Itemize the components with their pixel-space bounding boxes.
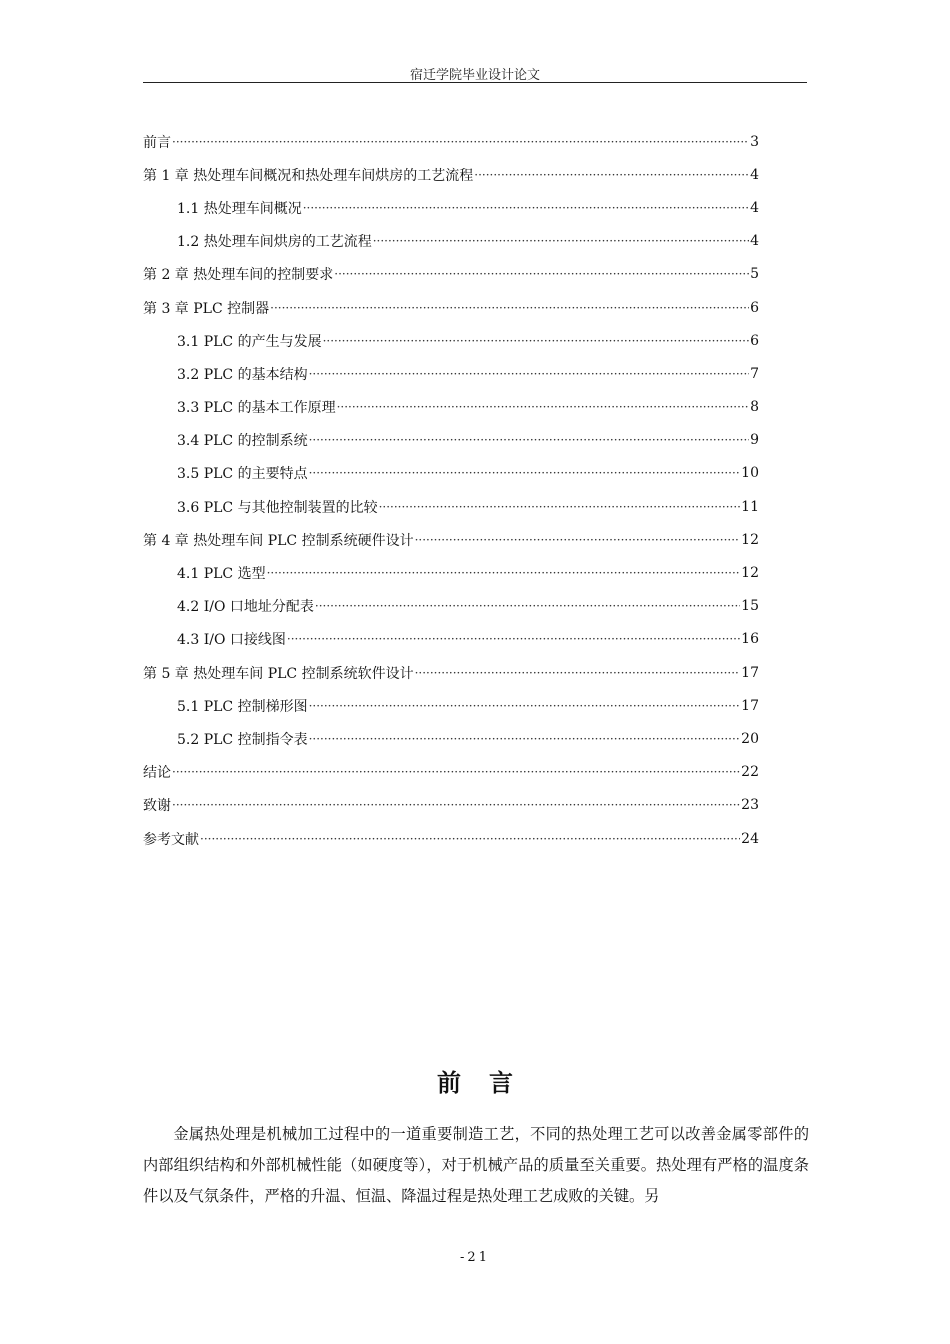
toc-entry-title: 第 1 章 热处理车间概况和热处理车间烘房的工艺流程: [143, 167, 474, 184]
toc-entry[interactable]: [143, 258, 759, 291]
table-of-contents: [143, 125, 759, 855]
toc-entry-page: 20: [741, 730, 759, 747]
toc-dot-leader: [415, 666, 741, 680]
toc-dot-leader: [309, 699, 741, 713]
toc-dot-leader: [309, 466, 741, 480]
running-header: 宿迁学院毕业设计论文: [409, 68, 540, 83]
toc-entry-title: 1.2 热处理车间烘房的工艺流程: [177, 234, 372, 251]
toc-entry[interactable]: [143, 324, 759, 357]
toc-entry[interactable]: [143, 490, 759, 523]
toc-entry-page: 6: [750, 332, 759, 349]
toc-entry[interactable]: [143, 424, 759, 457]
toc-entry-page: 4: [750, 199, 759, 216]
toc-entry-page: 15: [741, 598, 759, 615]
toc-entry-page: 23: [741, 797, 759, 814]
toc-entry[interactable]: [143, 291, 759, 324]
toc-entry-page: 4: [750, 233, 759, 250]
toc-entry[interactable]: [143, 789, 759, 822]
toc-entry-page: 6: [750, 299, 759, 316]
body-paragraph: 金属热处理是机械加工过程中的一道重要制造工艺，不同的热处理工艺可以改善金属零部件的内部组织结构和外部机械性能（如硬度等），对于机械产品的质量至关重要。热处理有严格的温度条件以及气氛条件，严格的升温、恒温、降温过程是热处理工艺成败的关键。另: [143, 1125, 809, 1205]
toc-dot-leader: [172, 765, 740, 779]
toc-dot-leader: [287, 632, 740, 646]
toc-entry[interactable]: [143, 523, 759, 556]
page-number: -21: [460, 1250, 490, 1265]
toc-entry-page: 24: [741, 830, 759, 847]
toc-dot-leader: [267, 566, 741, 580]
toc-dot-leader: [309, 732, 741, 746]
toc-entry-page: 8: [750, 399, 759, 416]
toc-entry-title: 前言: [143, 134, 171, 151]
header-divider: [143, 82, 807, 83]
toc-entry[interactable]: [143, 556, 759, 589]
toc-dot-leader: [323, 334, 749, 348]
body-text: [143, 1119, 809, 1212]
toc-entry-page: 17: [741, 664, 759, 681]
toc-entry-title: 3.2 PLC 的基本结构: [177, 366, 308, 383]
toc-entry-title: 第 4 章 热处理车间 PLC 控制系统硬件设计: [143, 532, 414, 549]
toc-dot-leader: [172, 135, 749, 149]
toc-entry[interactable]: [143, 225, 759, 258]
toc-dot-leader: [309, 433, 749, 447]
section-title: 前言: [437, 1068, 541, 1097]
toc-entry-title: 致谢: [143, 798, 171, 815]
toc-entry[interactable]: [143, 391, 759, 424]
toc-entry-title: 3.3 PLC 的基本工作原理: [177, 400, 336, 417]
toc-entry-page: 9: [750, 432, 759, 449]
toc-entry-page: 7: [750, 365, 759, 382]
toc-dot-leader: [309, 367, 749, 381]
toc-entry-page: 5: [750, 266, 759, 283]
toc-entry-title: 第 5 章 热处理车间 PLC 控制系统软件设计: [143, 665, 414, 682]
toc-entry-title: 第 3 章 PLC 控制器: [143, 300, 270, 317]
toc-entry-page: 17: [741, 697, 759, 714]
toc-entry-page: 10: [741, 465, 759, 482]
toc-dot-leader: [337, 400, 749, 414]
toc-entry-page: 12: [741, 565, 759, 582]
toc-dot-leader: [315, 599, 740, 613]
toc-entry-page: 4: [750, 166, 759, 183]
toc-entry-title: 3.6 PLC 与其他控制装置的比较: [177, 499, 378, 516]
toc-entry-title: 4.3 I/O 口接线图: [177, 632, 286, 649]
toc-entry-title: 5.2 PLC 控制指令表: [177, 731, 308, 748]
toc-entry-title: 3.5 PLC 的主要特点: [177, 466, 308, 483]
toc-dot-leader: [200, 832, 740, 846]
toc-entry[interactable]: [143, 822, 759, 855]
toc-dot-leader: [474, 168, 749, 182]
toc-dot-leader: [172, 798, 740, 812]
toc-entry-title: 4.1 PLC 选型: [177, 566, 266, 583]
toc-entry[interactable]: [143, 125, 759, 158]
toc-dot-leader: [303, 201, 749, 215]
toc-entry[interactable]: [143, 756, 759, 789]
toc-entry-title: 3.1 PLC 的产生与发展: [177, 333, 322, 350]
toc-entry-title: 第 2 章 热处理车间的控制要求: [143, 267, 334, 284]
toc-dot-leader: [334, 267, 749, 281]
toc-dot-leader: [373, 234, 749, 248]
toc-entry-title: 5.1 PLC 控制梯形图: [177, 698, 308, 715]
toc-entry[interactable]: [143, 457, 759, 490]
toc-entry[interactable]: [143, 357, 759, 390]
toc-entry-title: 结论: [143, 765, 171, 782]
toc-entry-title: 1.1 热处理车间概况: [177, 200, 302, 217]
toc-entry[interactable]: [143, 191, 759, 224]
toc-entry-page: 3: [750, 133, 759, 150]
toc-entry-page: 12: [741, 531, 759, 548]
toc-entry-title: 3.4 PLC 的控制系统: [177, 433, 308, 450]
toc-entry-page: 16: [741, 631, 759, 648]
toc-entry-title: 参考文献: [143, 831, 199, 848]
toc-entry[interactable]: [143, 590, 759, 623]
toc-entry-title: 4.2 I/O 口地址分配表: [177, 599, 314, 616]
toc-entry[interactable]: [143, 689, 759, 722]
toc-dot-leader: [270, 301, 749, 315]
toc-dot-leader: [415, 533, 741, 547]
toc-entry[interactable]: [143, 158, 759, 191]
toc-entry[interactable]: [143, 623, 759, 656]
toc-entry-page: 22: [741, 764, 759, 781]
toc-entry-page: 11: [741, 498, 759, 515]
toc-entry[interactable]: [143, 722, 759, 755]
toc-entry[interactable]: [143, 656, 759, 689]
toc-dot-leader: [379, 500, 741, 514]
